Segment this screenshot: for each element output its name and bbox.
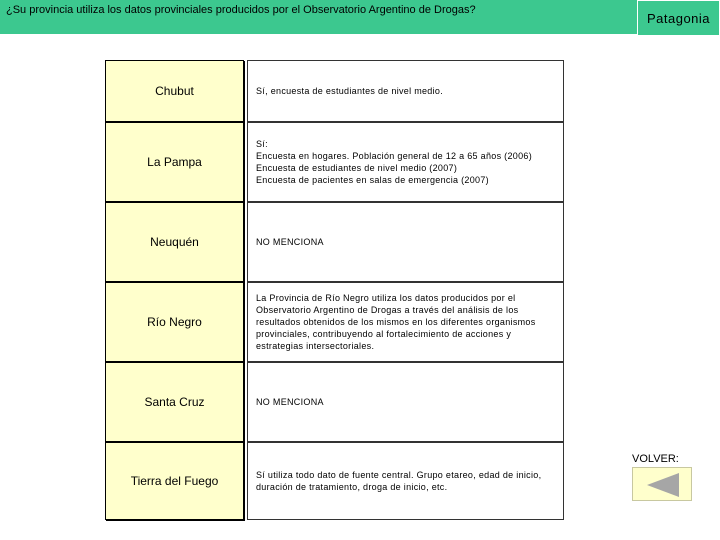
table-row	[105, 122, 564, 202]
answer-cell: NO MENCIONA	[247, 202, 564, 282]
answer-cell: NO MENCIONA	[247, 362, 564, 442]
province-cell: Tierra del Fuego	[105, 442, 244, 520]
header-bar	[0, 0, 720, 34]
answer-cell: Sí utiliza todo dato de fuente central. Grupo etareo, edad de inicio, duración de tratamiento, droga de inicio, etc.	[247, 442, 564, 520]
answer-cell: Sí, encuesta de estudiantes de nivel medio.	[247, 60, 564, 122]
volver-label: VOLVER:	[632, 453, 679, 465]
back-button[interactable]	[632, 467, 692, 501]
province-cell: Río Negro	[105, 282, 244, 362]
province-cell: Neuquén	[105, 202, 244, 282]
table-row	[105, 202, 564, 282]
province-cell: Chubut	[105, 60, 244, 122]
answer-cell: La Provincia de Río Negro utiliza los datos producidos por el Observatorio Argentino de Drogas a través del análisis de los resultados obtenidos de los mismos en los diferentes organismos provinciales, contribuyendo al fortalecimiento de acciones y estrategias intersectoriales.	[247, 282, 564, 362]
province-cell: La Pampa	[105, 122, 244, 202]
back-arrow-icon	[647, 473, 679, 497]
question-title: ¿Su provincia utiliza los datos provinciales producidos por el Observatorio Argentino de Drogas?	[6, 4, 476, 16]
table-row	[105, 282, 564, 362]
table-row	[105, 442, 564, 520]
table-row	[105, 362, 564, 442]
answer-cell: Sí: Encuesta en hogares. Población general de 12 a 65 años (2006) Encuesta de estudiantes de nivel medio (2007) Encuesta de pacientes en salas de emergencia (2007)	[247, 122, 564, 202]
table-row	[105, 60, 564, 122]
region-title: Patagonia	[637, 0, 720, 36]
province-cell: Santa Cruz	[105, 362, 244, 442]
